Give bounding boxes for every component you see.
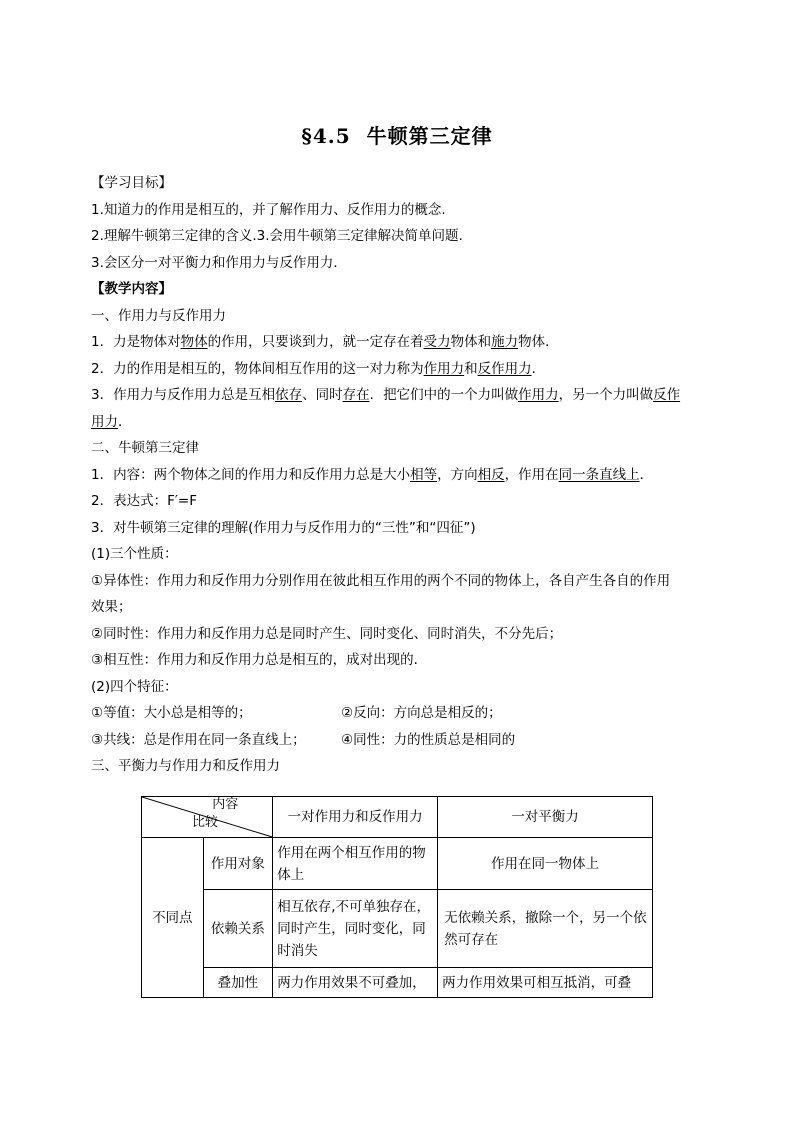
page-title bbox=[0, 120, 794, 149]
table-row bbox=[142, 890, 653, 968]
section-heading: 二、牛顿第三定律 bbox=[91, 440, 199, 456]
column-header: 一对平衡力 bbox=[438, 797, 653, 838]
feature-row bbox=[91, 700, 711, 727]
paragraph: 3．对牛顿第三定律的理解(作用力与反作用力的“三性”和“四征”) bbox=[91, 519, 476, 536]
table-cell: 相互依存,不可单独存在，同时产生，同时变化，同时消失 bbox=[273, 890, 438, 968]
text-run: 1．内容：两个物体之间的作用力和反作用力总是大小 bbox=[91, 466, 411, 483]
table-cell: 两力作用效果不可叠加， bbox=[273, 968, 438, 998]
content-heading: 【教学内容】 bbox=[91, 281, 172, 297]
blank-answer: 受力 bbox=[423, 334, 451, 350]
blank-answer: 依存 bbox=[275, 387, 303, 403]
section-heading: 一、作用力与反作用力 bbox=[91, 307, 226, 324]
text-run: 物体． bbox=[518, 334, 559, 350]
feature-item: ③共线：总是作用在同一条直线上； bbox=[91, 731, 306, 748]
paragraph-continuation bbox=[91, 409, 711, 436]
table-header-row bbox=[142, 797, 653, 838]
blank-answer: 相等 bbox=[410, 466, 438, 483]
blank-answer: 物体 bbox=[180, 334, 208, 350]
header-bottom-label: 比较 bbox=[192, 815, 219, 830]
objective-item: 1.知道力的作用是相互的，并了解作用力、反作用力的概念. bbox=[91, 201, 446, 218]
blank-answer: 用力 bbox=[91, 413, 118, 430]
property-item: ②同时性：作用力和反作用力总是同时产生、同时变化、同时消失，不分先后； bbox=[91, 625, 563, 642]
feature-row bbox=[91, 727, 711, 754]
document-body bbox=[91, 170, 711, 780]
feature-item: ②反向：方向总是相反的； bbox=[341, 705, 502, 721]
blank-answer: 反作用力 bbox=[477, 360, 532, 377]
table-cell: 两力作用效果可相互抵消，可叠 bbox=[438, 968, 653, 998]
text-run: ，另一个力叫做 bbox=[558, 387, 654, 403]
paragraph: 2．表达式：F′=F bbox=[91, 493, 197, 509]
feature-item: ④同性：力的性质总是相同的 bbox=[341, 731, 516, 748]
blank-answer: 施力 bbox=[491, 334, 519, 350]
text-run: 、同时 bbox=[302, 387, 343, 403]
row-label: 叠加性 bbox=[203, 968, 273, 998]
header-top-label: 内容 bbox=[212, 797, 239, 812]
row-label: 作用对象 bbox=[203, 838, 273, 890]
text-run: ． bbox=[639, 466, 654, 483]
blank-answer: 存在 bbox=[342, 387, 370, 403]
table-row bbox=[142, 838, 653, 890]
blank-answer: 反作 bbox=[653, 387, 681, 403]
text-run: ． bbox=[531, 360, 546, 377]
objectives-heading: 【学习目标】 bbox=[91, 175, 172, 191]
text-run: ，方向 bbox=[437, 466, 478, 483]
text-run: ． bbox=[118, 413, 132, 430]
table-cell: 无依赖关系，撤除一个，另一个依然可存在 bbox=[438, 890, 653, 968]
table-row bbox=[142, 968, 653, 998]
property-item: ③相互性：作用力和反作用力总是相互的，成对出现的． bbox=[91, 652, 428, 668]
table-cell: 作用在同一物体上 bbox=[438, 838, 653, 890]
objective-item: 2.理解牛顿第三定律的含义.3.会用牛顿第三定律解决简单问题. bbox=[91, 228, 463, 244]
row-label: 依赖关系 bbox=[203, 890, 273, 968]
text-run: 和 bbox=[464, 360, 478, 377]
paragraph bbox=[91, 329, 711, 356]
feature-item: ①等值：大小总是相等的； bbox=[91, 705, 252, 721]
blank-answer: 相反 bbox=[477, 466, 505, 483]
text-run: 3．作用力与反作用力总是互相 bbox=[91, 387, 276, 403]
text-run: 物体和 bbox=[450, 334, 492, 350]
blank-answer: 作用力 bbox=[423, 360, 465, 377]
table-cell: 作用在两个相互作用的物体上 bbox=[273, 838, 438, 890]
column-header: 一对作用力和反作用力 bbox=[273, 797, 438, 838]
diagonal-header-cell bbox=[142, 797, 273, 838]
objective-item: 3.会区分一对平衡力和作用力与反作用力． bbox=[91, 254, 347, 271]
property-item: ①异体性：作用力和反作用力分别作用在彼此相互作用的两个不同的物体上，各自产生各自的作用 bbox=[91, 572, 671, 589]
comparison-table bbox=[141, 796, 653, 998]
paragraph bbox=[91, 462, 711, 489]
section-heading: 三、平衡力与作用力和反作用力 bbox=[91, 758, 280, 774]
text-run: 1．力是物体对 bbox=[91, 334, 181, 350]
sub-heading: (1)三个性质： bbox=[91, 546, 178, 562]
blank-answer: 作用力 bbox=[518, 387, 559, 403]
paragraph bbox=[91, 382, 711, 409]
section-number: §4.5 bbox=[301, 124, 351, 148]
text-run: ．把它们中的一个力叫做 bbox=[369, 387, 519, 403]
paragraph bbox=[91, 356, 711, 383]
text-run: 2．力的作用是相互的，物体间相互作用的这一对力称为 bbox=[91, 360, 424, 377]
property-item-continuation: 效果； bbox=[91, 599, 132, 615]
sub-heading: (2)四个特征： bbox=[91, 678, 178, 695]
group-label-cell: 不同点 bbox=[142, 838, 204, 998]
text-run: 的作用，只要谈到力，就一定存在着 bbox=[207, 334, 424, 350]
text-run: ，作用在 bbox=[504, 466, 559, 483]
blank-answer: 同一条直线上 bbox=[558, 466, 640, 483]
title-text: 牛顿第三定律 bbox=[366, 124, 493, 148]
